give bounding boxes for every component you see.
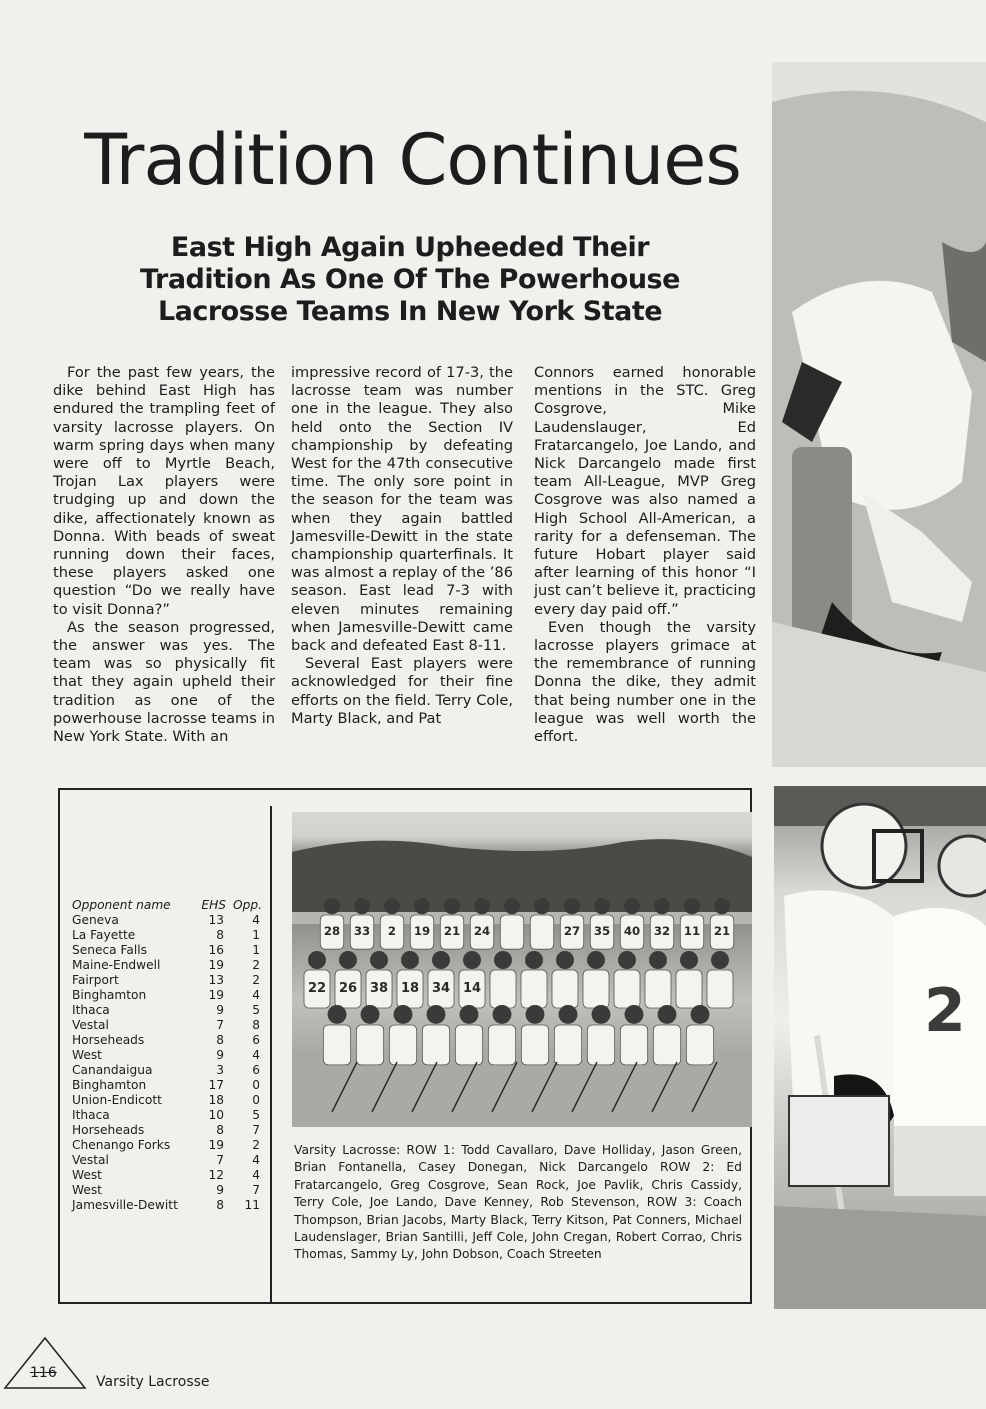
opponent-cell: Chenango Forks (72, 1138, 171, 1152)
player-head (444, 898, 460, 914)
table-row (72, 1108, 264, 1123)
opp-score-cell: 2 (252, 958, 260, 972)
header-opponent: Opponent name (72, 898, 171, 912)
player-head (594, 898, 610, 914)
player-head (587, 951, 605, 969)
jersey-number: 34 (431, 981, 451, 996)
opponent-cell: La Fayette (72, 928, 136, 942)
ehs-score-cell: 13 (208, 973, 224, 987)
player-head (624, 898, 640, 914)
opponent-cell: Binghamton (72, 988, 147, 1002)
player-jersey (620, 1025, 647, 1065)
ehs-score-cell: 19 (208, 958, 224, 972)
page-corner-triangle (0, 1330, 90, 1390)
article-paragraph: impressive record of 17-3, the lacrosse team was number one in the league. They also held onto the Section IV championship by defeating West for the 47th consecutive time. The only sore point in the season for the team was when they again battled Jamesville-Dewitt in the state championship quarterfinals. It was almost a replay of the ’86 season. East lead 7-3 with eleven minutes remaining when Jamesville-Dewitt came back and defeated East 8-11. (291, 364, 513, 655)
table-row (72, 1138, 264, 1153)
opp-score-cell: 7 (252, 1123, 260, 1137)
ehs-score-cell: 8 (216, 928, 224, 942)
opp-score-cell: 11 (244, 1198, 260, 1212)
ehs-score-cell: 12 (208, 1168, 224, 1182)
player-head (658, 1005, 677, 1024)
ehs-score-cell: 18 (208, 1093, 224, 1107)
player-jersey (521, 970, 547, 1008)
team-photo (292, 812, 752, 1127)
player-jersey (488, 1025, 515, 1065)
table-row (72, 1123, 264, 1138)
opp-score-cell: 4 (252, 1168, 260, 1182)
ehs-score-cell: 16 (208, 943, 224, 957)
opponent-cell: West (72, 1183, 102, 1197)
table-row (72, 1078, 264, 1093)
player-head (711, 951, 729, 969)
player-head (432, 951, 450, 969)
opponent-cell: Union-Endicott (72, 1093, 162, 1107)
table-row (72, 1018, 264, 1033)
opponent-cell: Fairport (72, 973, 119, 987)
ehs-score-cell: 19 (208, 1138, 224, 1152)
frame-divider (270, 806, 272, 1304)
jersey-number: 33 (353, 924, 371, 938)
player-head (494, 951, 512, 969)
player-head (354, 898, 370, 914)
table-row (72, 1168, 264, 1183)
jersey-number: 32 (653, 924, 671, 938)
player-jersey (490, 970, 516, 1008)
article-column-1 (53, 364, 275, 746)
player-head (691, 1005, 710, 1024)
opponent-cell: Jamesville-Dewitt (72, 1198, 178, 1212)
player-head (384, 898, 400, 914)
opp-score-cell: 4 (252, 1048, 260, 1062)
table-row (72, 913, 264, 928)
player-jersey (686, 1025, 713, 1065)
jersey-number: 21 (443, 924, 461, 938)
page-number: 116 (30, 1365, 57, 1381)
jersey-number: 2 (387, 924, 397, 938)
player-jersey (422, 1025, 449, 1065)
jersey-number: 11 (683, 924, 701, 938)
player-jersey (707, 970, 733, 1008)
player-jersey (552, 970, 578, 1008)
player-jersey (614, 970, 640, 1008)
opp-score-cell: 4 (252, 1153, 260, 1167)
page-title: Tradition Continues (84, 119, 741, 201)
opponent-cell: Horseheads (72, 1123, 145, 1137)
opponent-cell: Ithaca (72, 1108, 110, 1122)
player-head (556, 951, 574, 969)
player-head (328, 1005, 347, 1024)
table-row (72, 1033, 264, 1048)
header-opp: Opp. (233, 898, 262, 912)
player-head (714, 898, 730, 914)
opponent-cell: Maine-Endwell (72, 958, 161, 972)
opponent-cell: Canandaigua (72, 1063, 153, 1077)
table-row (72, 928, 264, 943)
player-head (525, 951, 543, 969)
ehs-score-cell: 7 (216, 1153, 224, 1167)
player-head (534, 898, 550, 914)
opp-score-cell: 7 (252, 1183, 260, 1197)
player-head (680, 951, 698, 969)
opponent-cell: West (72, 1168, 102, 1182)
article-column-3 (534, 364, 756, 746)
player-head (427, 1005, 446, 1024)
article-paragraph: Several East players were acknowledged for their fine efforts on the field. Terry Cole, Marty Black, and Pat (291, 655, 513, 727)
player-head (654, 898, 670, 914)
jersey-number: 26 (338, 981, 358, 996)
table-header-row (72, 898, 264, 913)
jersey-number: 19 (413, 924, 431, 938)
player-head (618, 951, 636, 969)
article-paragraph: As the season progressed, the answer was yes. The team was so physically fit that they again upheld their tradition as one of the powerhouse lacrosse teams in New York State. With an (53, 618, 275, 746)
player-head (564, 898, 580, 914)
jersey-number: 22 (307, 981, 327, 996)
ehs-score-cell: 8 (216, 1033, 224, 1047)
jersey-number: 35 (593, 924, 611, 938)
ehs-score-cell: 17 (208, 1078, 224, 1092)
ehs-score-cell: 8 (216, 1198, 224, 1212)
opp-score-cell: 8 (252, 1018, 260, 1032)
player-head (339, 951, 357, 969)
opponent-cell: Binghamton (72, 1078, 147, 1092)
table-row (72, 1153, 264, 1168)
player-head (504, 898, 520, 914)
player-jersey (500, 915, 523, 949)
table-row (72, 973, 264, 988)
opp-score-cell: 0 (252, 1078, 260, 1092)
player-head (308, 951, 326, 969)
player-jersey (676, 970, 702, 1008)
player-head (592, 1005, 611, 1024)
player-jersey (389, 1025, 416, 1065)
page-subtitle: East High Again Upheeded Their Tradition As One Of The Powerhouse Lacrosse Teams In New York State (140, 232, 680, 327)
ehs-score-cell: 13 (208, 913, 224, 927)
opp-score-cell: 5 (252, 1003, 260, 1017)
opp-score-cell: 4 (252, 913, 260, 927)
opponent-cell: Seneca Falls (72, 943, 147, 957)
ehs-score-cell: 7 (216, 1018, 224, 1032)
ehs-score-cell: 19 (208, 988, 224, 1002)
opp-score-cell: 1 (252, 943, 260, 957)
table-row (72, 1183, 264, 1198)
table-row (72, 1198, 264, 1213)
table-row (72, 943, 264, 958)
player-jersey (653, 1025, 680, 1065)
opp-score-cell: 2 (252, 973, 260, 987)
opponent-cell: West (72, 1048, 102, 1062)
article-paragraph: For the past few years, the dike behind East High has endured the trampling feet of varsity lacrosse players. On warm spring days when many were off to Myrtle Beach, Trojan Lax players were trudging up and down the dike, affectionately known as Donna. With beads of sweat running down their faces, these players asked one question “Do we really have to visit Donna?” (53, 364, 275, 618)
player-head (526, 1005, 545, 1024)
opp-score-cell: 6 (252, 1063, 260, 1077)
season-scores-table (72, 898, 264, 1213)
player-head (401, 951, 419, 969)
jersey-number: 40 (623, 924, 641, 938)
player-head (493, 1005, 512, 1024)
player-head (463, 951, 481, 969)
player-head (394, 1005, 413, 1024)
opponent-cell: Geneva (72, 913, 119, 927)
player-head (414, 898, 430, 914)
player-head (324, 898, 340, 914)
player-head (684, 898, 700, 914)
opp-score-cell: 4 (252, 988, 260, 1002)
table-row (72, 1093, 264, 1108)
photo-caption: Varsity Lacrosse: ROW 1: Todd Cavallaro, Dave Holliday, Jason Green, Brian Fontanella, Casey Donegan, Nick Darcangelo ROW 2: Ed Fratarcangelo, Greg Cosgrove, Sean Rock, Joe Pavlik, Chris Cassidy, Terry Cole, Joe Lando, Dave Kenney, Rob Stevenson, ROW 3: Coach Thompson, Brian Jacobs, Marty Black, Terry Kitson, Pat Conners, Michael Laudenslager, Brian Santilli, Jeff Cole, John Cregan, Robert Corrao, Chris Thomas, Sammy Ly, John Dobson, Coach Streeten (294, 1143, 742, 1262)
article-paragraph: Even though the varsity lacrosse players grimace at the remembrance of running Donna the dike, they admit that being number one in the league was well worth the effort. (534, 618, 756, 746)
opponent-cell: Ithaca (72, 1003, 110, 1017)
article-paragraph: Connors earned honorable mentions in the STC. Greg Cosgrove, Mike Laudenslauger, Ed Fratarcangelo, Joe Lando, and Nick Darcangelo made first team All-League, MVP Greg Cosgrove was also named a High School All-American, a rarity for a defenseman. The future Hobart player said after learning of this honor “I just can’t believe it, practicing every day paid off.” (534, 364, 756, 618)
jersey-number: 28 (323, 924, 341, 938)
table-row (72, 958, 264, 973)
action-photo-bottom (774, 786, 986, 1309)
ehs-score-cell: 3 (216, 1063, 224, 1077)
table-row (72, 1003, 264, 1018)
article-column-2 (291, 364, 513, 728)
player-jersey (587, 1025, 614, 1065)
jersey-number: 24 (473, 924, 491, 938)
table-row (72, 988, 264, 1003)
player-jersey (521, 1025, 548, 1065)
opp-score-cell: 0 (252, 1093, 260, 1107)
player-head (370, 951, 388, 969)
action-photo-top (772, 62, 986, 767)
jersey-number: 27 (563, 924, 581, 938)
ehs-score-cell: 8 (216, 1123, 224, 1137)
jersey-number: 14 (462, 981, 482, 996)
table-row (72, 1063, 264, 1078)
player-head (361, 1005, 380, 1024)
jersey-number: 21 (713, 924, 731, 938)
ehs-score-cell: 9 (216, 1003, 224, 1017)
player-jersey (530, 915, 553, 949)
jersey-number: 18 (400, 981, 420, 996)
opp-score-cell: 2 (252, 1138, 260, 1152)
ehs-score-cell: 9 (216, 1048, 224, 1062)
jersey-number: 38 (369, 981, 389, 996)
player-head (474, 898, 490, 914)
header-ehs: EHS (201, 898, 226, 912)
player-jersey (645, 970, 671, 1008)
opp-score-cell: 6 (252, 1033, 260, 1047)
opponent-cell: Vestal (72, 1018, 109, 1032)
ehs-score-cell: 9 (216, 1183, 224, 1197)
player-head (625, 1005, 644, 1024)
opp-score-cell: 1 (252, 928, 260, 942)
section-label: Varsity Lacrosse (96, 1374, 210, 1390)
opponent-cell: Horseheads (72, 1033, 145, 1047)
player-jersey (554, 1025, 581, 1065)
player-head (649, 951, 667, 969)
player-jersey (356, 1025, 383, 1065)
ehs-score-cell: 10 (208, 1108, 224, 1122)
opponent-cell: Vestal (72, 1153, 109, 1167)
player-head (559, 1005, 578, 1024)
player-jersey (323, 1025, 350, 1065)
table-row (72, 1048, 264, 1063)
player-jersey (455, 1025, 482, 1065)
player-head (460, 1005, 479, 1024)
opp-score-cell: 5 (252, 1108, 260, 1122)
player-jersey (583, 970, 609, 1008)
bottom-photo-jersey-number: 2 (924, 976, 966, 1046)
